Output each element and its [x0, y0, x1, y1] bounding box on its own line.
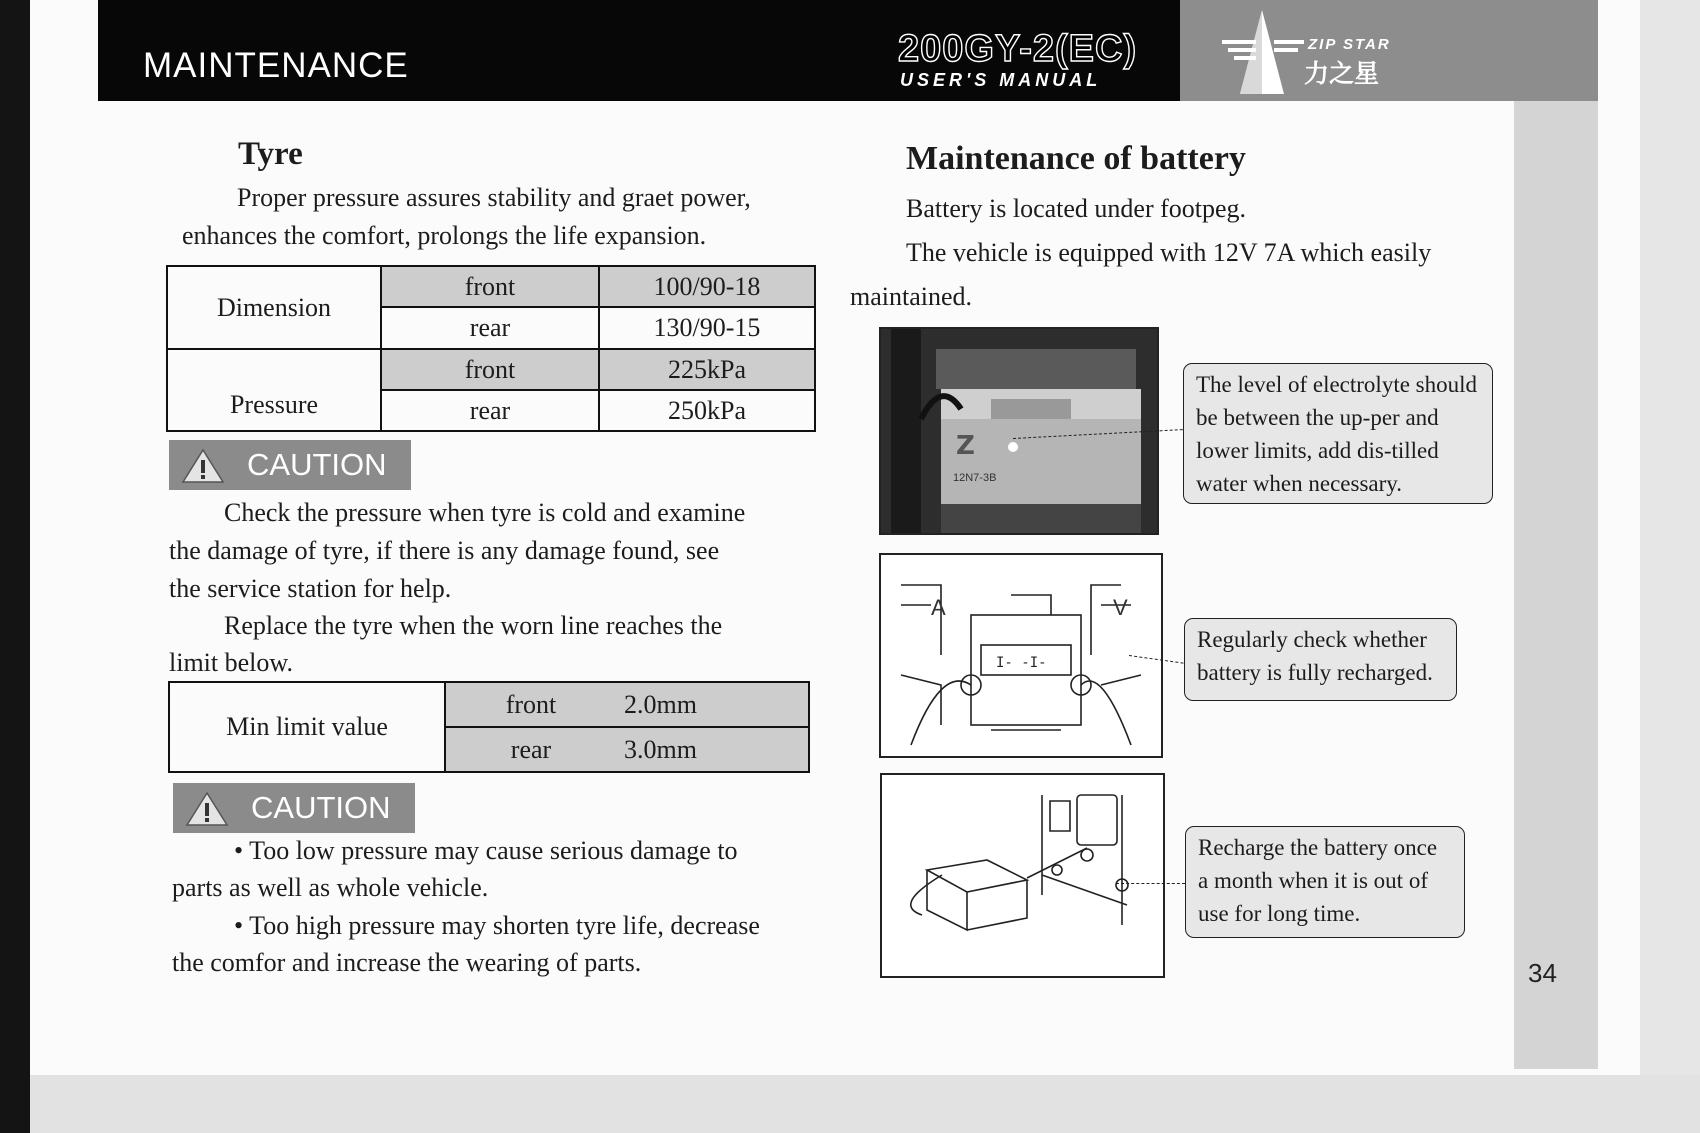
caution-1-line-1: Check the pressure when tyre is cold and examine — [224, 498, 746, 527]
tyre-spec-table — [166, 265, 816, 432]
tyre-intro-line-1: Proper pressure assures stability and graet power, — [237, 183, 751, 212]
battery-wiring-drawing — [879, 553, 1163, 758]
battery-charger-drawing — [880, 773, 1165, 978]
min-limit-label: Min limit value — [169, 682, 445, 772]
caution-label: CAUTION — [251, 790, 391, 825]
model-name: 200GY-2(EC) — [898, 28, 1138, 70]
battery-photo-icon — [881, 329, 1157, 533]
callout-3-leader — [1116, 883, 1185, 884]
dimension-label: Dimension — [167, 266, 381, 349]
tyre-limit-table — [168, 681, 810, 773]
table-cell: rear — [381, 390, 599, 431]
scan-left-edge — [0, 0, 30, 1133]
battery-heading: Maintenance of battery — [906, 140, 1246, 177]
replace-line-1: Replace the tyre when the worn line reaches the — [224, 611, 723, 640]
caution-badge-1 — [169, 440, 411, 490]
caution-1-line-3: the service station for help. — [169, 574, 452, 603]
table-cell: 225kPa — [599, 349, 815, 390]
battery-charger-diagram-icon — [882, 775, 1163, 976]
callout-electrolyte-level: The level of electrolyte should be between the up-per and lower limits, add dis-tilled water when necessary. — [1183, 363, 1493, 504]
callout-recharge-check: Regularly check whether battery is fully recharged. — [1184, 618, 1457, 701]
bullet-2-line-2: the comfor and increase the wearing of parts. — [172, 948, 642, 977]
brand-name-chinese: 力之星 — [1304, 59, 1380, 88]
pressure-label: Pressure — [167, 349, 381, 431]
brand-name-english: ZIP STAR — [1308, 36, 1391, 53]
caution-badge-2 — [173, 783, 415, 833]
ammeter-label: A — [931, 595, 946, 620]
battery-model-label: 12N7-3B — [953, 472, 997, 484]
svg-text:I- -I-: I- -I- — [996, 655, 1047, 671]
callout-monthly-recharge: Recharge the battery once a month when it is out of use for long time. — [1185, 826, 1465, 938]
table-cell: 3.0mm — [616, 727, 809, 772]
battery-line-1: Battery is located under footpeg. — [906, 194, 1247, 223]
caution-label: CAUTION — [247, 447, 387, 482]
scan-bottom-edge — [30, 1075, 1700, 1133]
voltmeter-label: V — [1113, 595, 1128, 620]
manual-label: USER'S MANUAL — [900, 70, 1102, 90]
warning-triangle-icon — [181, 448, 225, 484]
table-cell: rear — [445, 727, 616, 772]
tyre-heading: Tyre — [238, 136, 303, 172]
tyre-intro-line-2: enhances the comfort, prolongs the life expansion. — [182, 221, 707, 250]
table-cell: 130/90-15 — [599, 307, 815, 349]
table-cell: 100/90-18 — [599, 266, 815, 307]
bullet-2-line-1: • Too high pressure may shorten tyre life, decrease — [234, 911, 760, 940]
table-cell: 2.0mm — [616, 682, 809, 727]
section-title: MAINTENANCE — [143, 46, 409, 85]
table-cell: front — [381, 349, 599, 390]
svg-text:Z: Z — [956, 431, 975, 461]
table-cell: front — [445, 682, 616, 727]
page-number: 34 — [1528, 958, 1557, 988]
table-cell: 250kPa — [599, 390, 815, 431]
bullet-1-line-2: parts as well as whole vehicle. — [172, 873, 489, 902]
replace-line-2: limit below. — [169, 648, 293, 677]
battery-line-3: maintained. — [850, 282, 973, 311]
warning-triangle-icon — [185, 791, 229, 827]
table-cell: rear — [381, 307, 599, 349]
battery-charge-diagram-icon — [881, 555, 1161, 756]
bullet-1-line-1: • Too low pressure may cause serious damage to — [234, 836, 738, 865]
battery-line-2: The vehicle is equipped with 12V 7A which easily — [906, 238, 1432, 267]
table-cell: front — [381, 266, 599, 307]
caution-1-line-2: the damage of tyre, if there is any damage found, see — [169, 536, 720, 565]
battery-location-photo — [879, 327, 1159, 535]
side-margin-bar — [1514, 101, 1598, 1069]
